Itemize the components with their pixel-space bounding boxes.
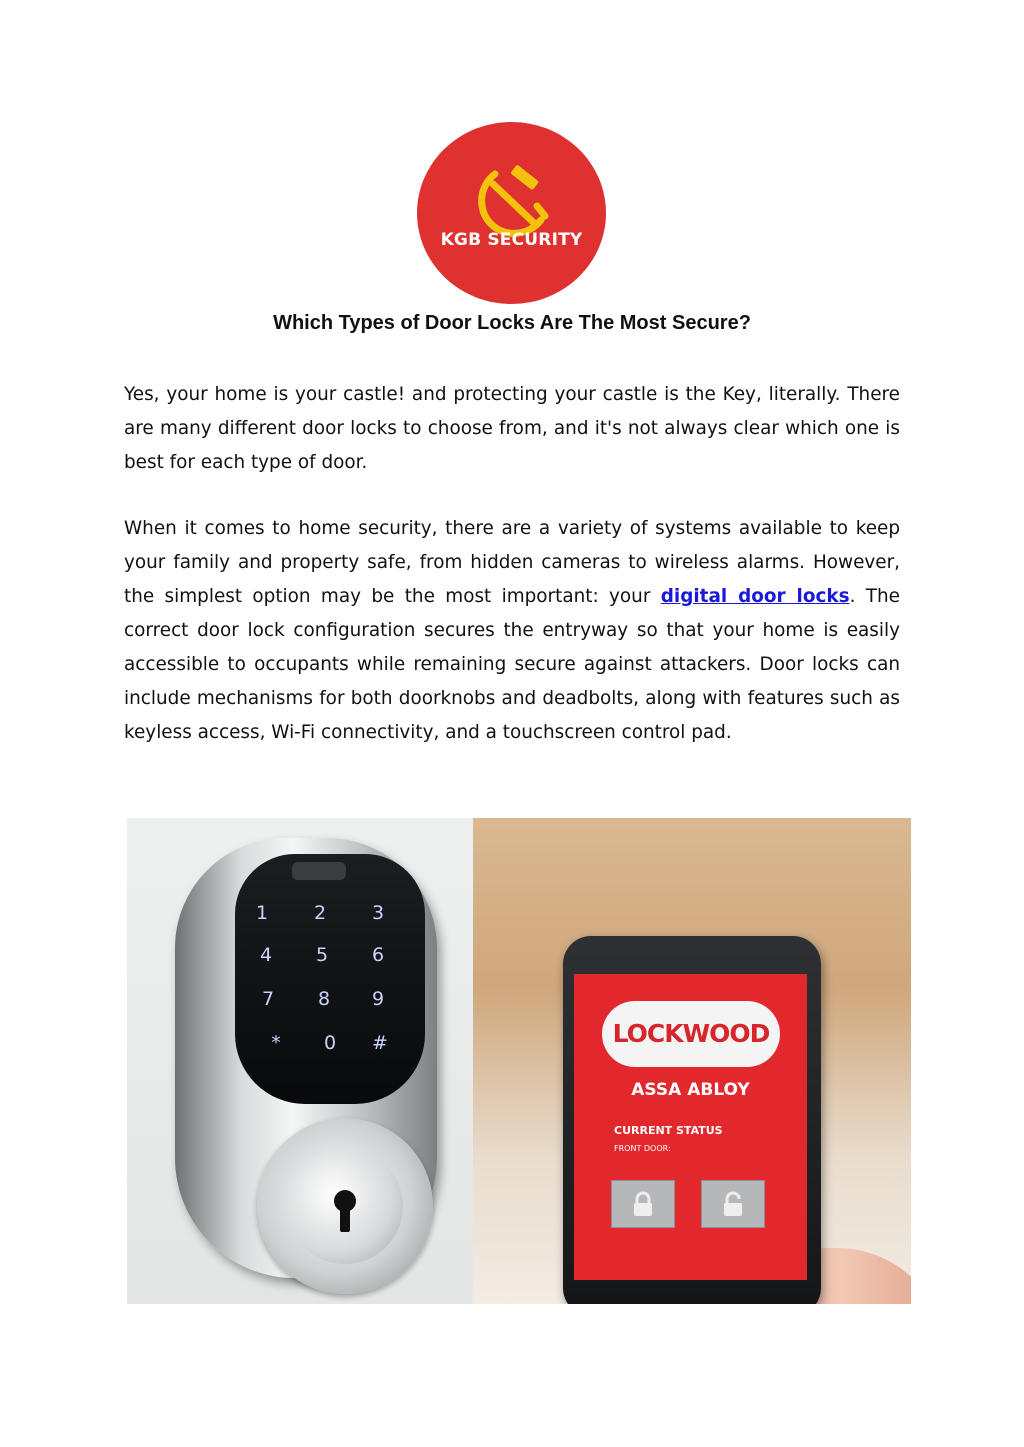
hammer-sickle-icon	[417, 122, 606, 304]
keypad-key: 2	[313, 902, 327, 924]
page-title: Which Types of Door Locks Are The Most Secure?	[273, 312, 751, 334]
keypad-key: 8	[317, 988, 331, 1010]
paragraph-text-before-link: When it comes to home security, there are a variety of systems available to keep your family and property safe, from hidden cameras to wireless alarms. However, the simplest option may be the most important: your	[124, 518, 900, 607]
kgb-security-logo	[417, 122, 606, 304]
logo-text: KGB SECURITY	[440, 230, 583, 250]
keypad-key: 0	[323, 1032, 337, 1054]
front-door-label: FRONT DOOR:	[614, 1144, 671, 1153]
assa-abloy-brand: ASSA ABLOY	[631, 1080, 750, 1100]
keypad-key: #	[372, 1032, 388, 1054]
keypad-key: 1	[255, 902, 269, 924]
keypad-badge	[292, 862, 346, 880]
paragraph-text-after-link: . The correct door lock configuration secures the entryway so that your home is easily accessible to occupants while remaining secure against attackers. Door locks can include mechanisms for both doorknobs and deadbolts, along with features such as keyless access, Wi-Fi connectivity, and a touchscreen control pad.	[124, 586, 900, 743]
lock-button	[611, 1180, 675, 1228]
intro-paragraph: Yes, your home is your castle! and protecting your castle is the Key, literally. There are many different door locks to choose from, and it's not always clear which one is best for each type of door.	[124, 384, 900, 473]
door-lock-photo	[127, 818, 911, 1304]
body-paragraph	[124, 512, 900, 750]
keypad-key: 7	[261, 988, 275, 1010]
digital-door-locks-link[interactable]: digital door locks	[660, 586, 850, 607]
keypad-key: *	[271, 1032, 281, 1054]
keypad-key: 4	[259, 944, 273, 966]
keypad-key: 6	[371, 944, 385, 966]
unlock-icon	[719, 1190, 747, 1218]
lockwood-brand: LOCKWOOD	[612, 1019, 770, 1048]
keypad-key: 3	[371, 902, 385, 924]
keyhole-slot	[340, 1206, 350, 1232]
keypad-key: 5	[315, 944, 329, 966]
current-status-label: CURRENT STATUS	[614, 1124, 723, 1137]
unlock-button	[701, 1180, 765, 1228]
lock-icon	[629, 1190, 657, 1218]
keypad-key: 9	[371, 988, 385, 1010]
touch-keypad	[235, 854, 425, 1104]
